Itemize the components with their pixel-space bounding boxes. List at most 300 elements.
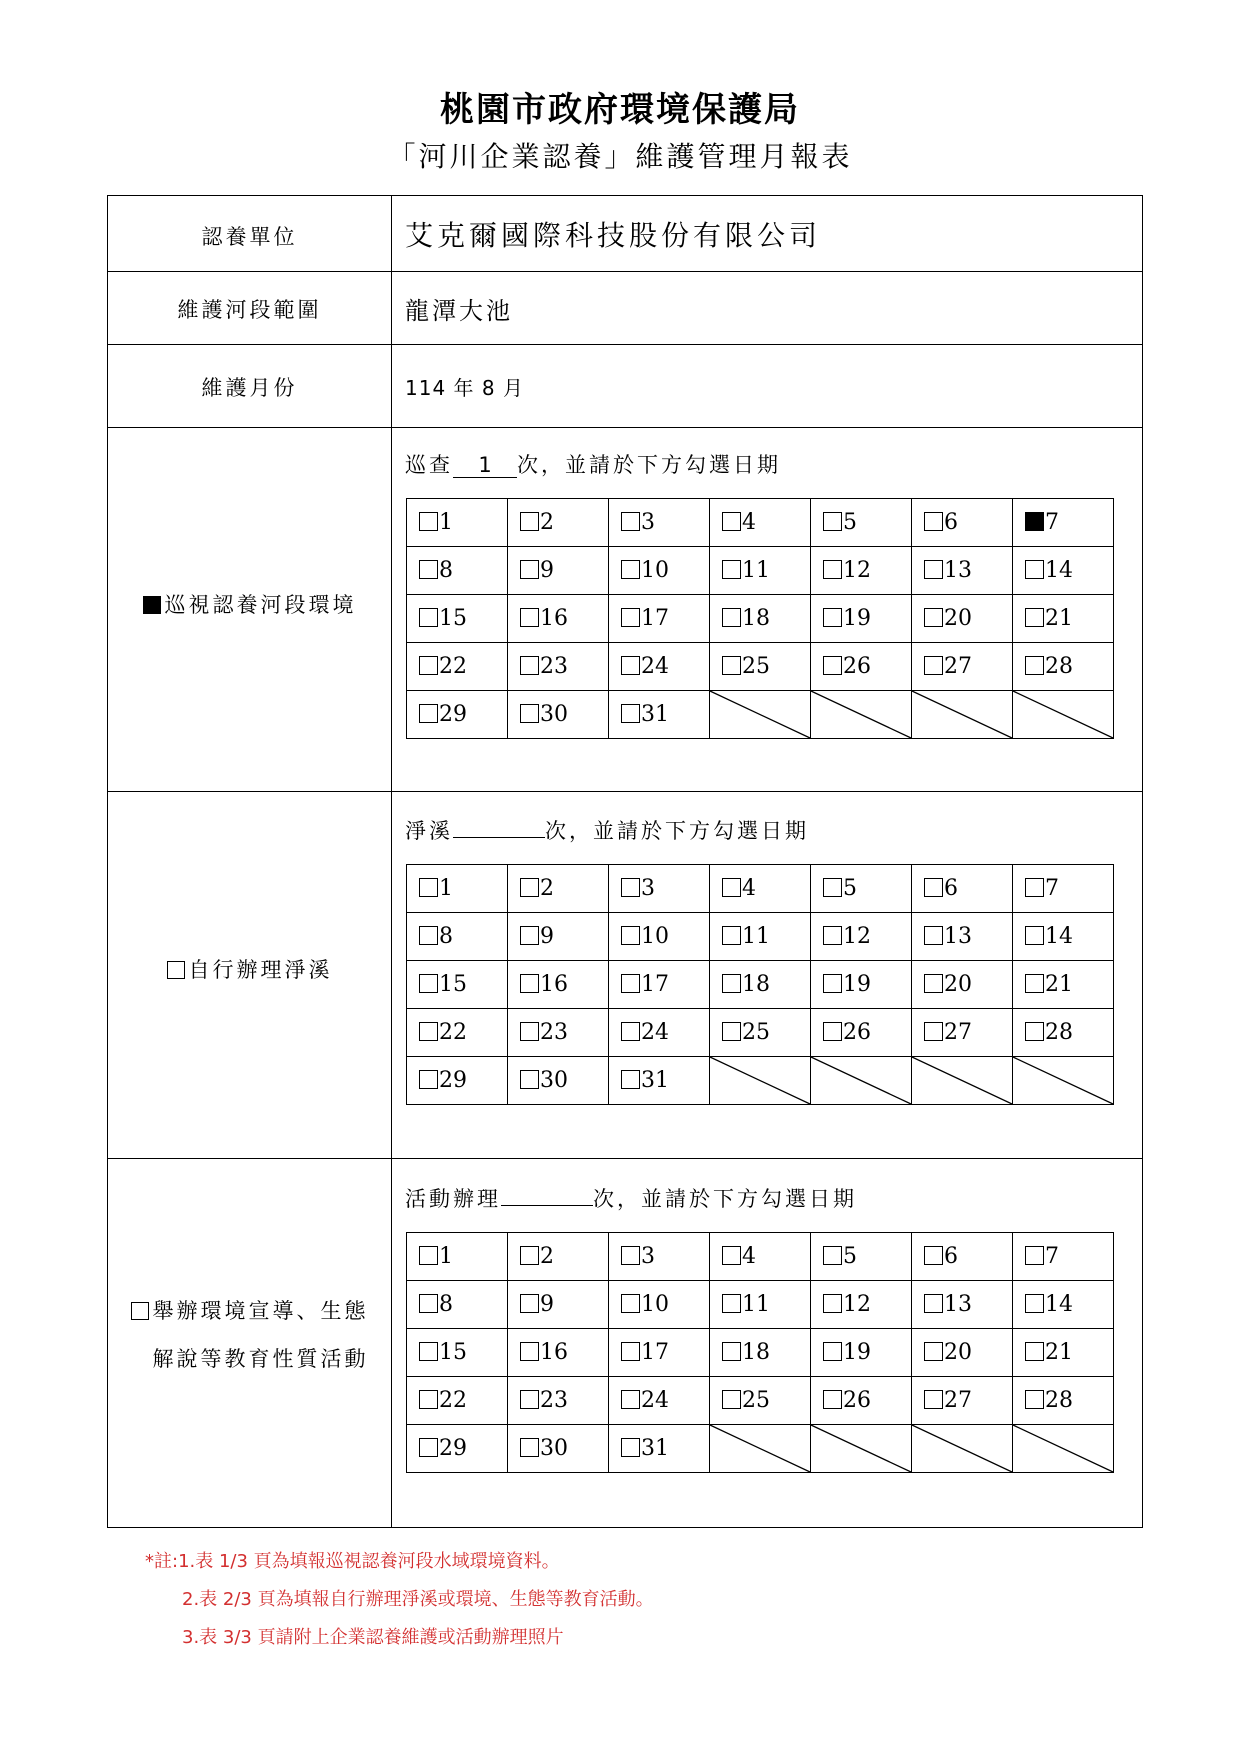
day-checkbox[interactable] <box>419 1070 438 1089</box>
day-checkbox[interactable] <box>823 1390 842 1409</box>
day-cell-17[interactable] <box>609 1329 710 1377</box>
day-number: 5 <box>843 1244 857 1269</box>
day-cell-25[interactable] <box>710 643 811 691</box>
day-checkbox[interactable] <box>722 1022 741 1041</box>
day-checkbox[interactable] <box>419 608 438 627</box>
day-cell-14[interactable] <box>1013 1281 1114 1329</box>
empty-day-cell <box>710 1057 811 1105</box>
day-grid-row <box>407 961 1114 1009</box>
day-checkbox[interactable] <box>823 878 842 897</box>
day-number: 12 <box>843 924 871 949</box>
day-number: 18 <box>742 606 770 631</box>
day-checkbox[interactable] <box>520 1022 539 1041</box>
row-divider <box>108 344 1142 345</box>
day-grid-row <box>407 1281 1114 1329</box>
day-cell-30[interactable] <box>508 1425 609 1473</box>
day-cell-26[interactable] <box>811 1009 912 1057</box>
day-cell-12[interactable] <box>811 547 912 595</box>
day-number: 20 <box>944 1340 972 1365</box>
day-cell-28[interactable] <box>1013 643 1114 691</box>
day-cell-7[interactable] <box>1013 1233 1114 1281</box>
empty-day-cell <box>811 1057 912 1105</box>
diagonal-slash <box>710 691 810 738</box>
day-cell-3[interactable] <box>609 499 710 547</box>
day-number: 7 <box>1045 876 1059 901</box>
day-checkbox[interactable] <box>419 1438 438 1457</box>
day-cell-6[interactable] <box>912 499 1013 547</box>
footnote-3: 3.表 3/3 頁請附上企業認養維護或活動辦理照片 <box>182 1627 564 1648</box>
day-cell-17[interactable] <box>609 595 710 643</box>
day-cell-1[interactable] <box>407 1233 508 1281</box>
day-cell-26[interactable] <box>811 643 912 691</box>
day-cell-20[interactable] <box>912 595 1013 643</box>
day-number: 21 <box>1045 606 1073 631</box>
day-cell-25[interactable] <box>710 1009 811 1057</box>
day-cell-26[interactable] <box>811 1377 912 1425</box>
day-checkbox[interactable] <box>621 1022 640 1041</box>
day-grid-row <box>407 691 1114 739</box>
day-checkbox[interactable] <box>520 1438 539 1457</box>
day-checkbox[interactable] <box>924 1246 943 1265</box>
day-cell-2[interactable] <box>508 865 609 913</box>
patrol-count-field[interactable]: 1 <box>453 453 517 478</box>
day-cell-5[interactable] <box>811 499 912 547</box>
day-number: 14 <box>1045 924 1073 949</box>
day-checkbox[interactable] <box>722 512 741 531</box>
day-number: 6 <box>944 510 958 535</box>
day-checkbox[interactable] <box>823 608 842 627</box>
day-cell-23[interactable] <box>508 1377 609 1425</box>
day-number: 1 <box>439 510 453 535</box>
day-checkbox[interactable] <box>419 1022 438 1041</box>
day-number: 27 <box>944 1020 972 1045</box>
day-cell-31[interactable] <box>609 691 710 739</box>
day-checkbox[interactable] <box>722 1294 741 1313</box>
day-checkbox[interactable] <box>520 560 539 579</box>
day-cell-4[interactable] <box>710 499 811 547</box>
day-number: 17 <box>641 972 669 997</box>
month-label: 維護月份 <box>201 376 298 400</box>
day-checkbox[interactable] <box>1025 926 1044 945</box>
footnote-2: 2.表 2/3 頁為填報自行辦理淨溪或環境、生態等教育活動。 <box>182 1589 654 1610</box>
day-checkbox[interactable] <box>722 878 741 897</box>
day-checkbox[interactable] <box>722 974 741 993</box>
day-checkbox[interactable] <box>419 656 438 675</box>
day-number: 17 <box>641 1340 669 1365</box>
day-checkbox[interactable] <box>924 1342 943 1361</box>
adopter-label: 認養單位 <box>201 225 298 249</box>
day-number: 9 <box>540 558 554 583</box>
day-cell-4[interactable] <box>710 865 811 913</box>
column-divider <box>391 196 392 1527</box>
day-checkbox[interactable] <box>621 560 640 579</box>
day-cell-13[interactable] <box>912 547 1013 595</box>
day-cell-13[interactable] <box>912 913 1013 961</box>
day-checkbox[interactable] <box>621 1342 640 1361</box>
day-checkbox[interactable] <box>520 1246 539 1265</box>
day-cell-22[interactable] <box>407 643 508 691</box>
day-checkbox[interactable] <box>924 974 943 993</box>
day-cell-10[interactable] <box>609 1281 710 1329</box>
day-cell-19[interactable] <box>811 595 912 643</box>
day-cell-6[interactable] <box>912 1233 1013 1281</box>
day-cell-16[interactable] <box>508 1329 609 1377</box>
day-checkbox[interactable] <box>621 512 640 531</box>
empty-day-cell <box>811 691 912 739</box>
day-checkbox[interactable] <box>924 512 943 531</box>
section-cleanup-day-grid <box>406 864 1114 1105</box>
day-grid-row <box>407 1329 1114 1377</box>
day-checkbox[interactable] <box>419 560 438 579</box>
day-number: 3 <box>641 1244 655 1269</box>
day-cell-22[interactable] <box>407 1377 508 1425</box>
day-grid-row <box>407 643 1114 691</box>
day-cell-5[interactable] <box>811 1233 912 1281</box>
day-checkbox[interactable] <box>1025 560 1044 579</box>
day-cell-27[interactable] <box>912 1377 1013 1425</box>
day-checkbox[interactable] <box>621 1246 640 1265</box>
day-number: 31 <box>641 1436 669 1461</box>
day-number: 9 <box>540 1292 554 1317</box>
month-value[interactable]: 114 年 8 月 <box>405 376 524 400</box>
day-cell-24[interactable] <box>609 1009 710 1057</box>
day-cell-24[interactable] <box>609 1377 710 1425</box>
day-checkbox[interactable] <box>823 1246 842 1265</box>
day-checkbox[interactable] <box>621 1070 640 1089</box>
row-divider <box>108 271 1142 272</box>
monthly-report-form <box>107 195 1143 1528</box>
day-cell-2[interactable] <box>508 1233 609 1281</box>
day-cell-18[interactable] <box>710 595 811 643</box>
day-number: 22 <box>439 1020 467 1045</box>
day-number: 16 <box>540 606 568 631</box>
day-checkbox[interactable] <box>1025 1022 1044 1041</box>
day-checkbox[interactable] <box>520 608 539 627</box>
day-cell-19[interactable] <box>811 1329 912 1377</box>
day-cell-28[interactable] <box>1013 1009 1114 1057</box>
day-checkbox[interactable] <box>722 1342 741 1361</box>
day-number: 31 <box>641 702 669 727</box>
section-patrol-label[interactable]: 巡視認養河段環境 <box>108 581 391 629</box>
day-grid-row <box>407 1425 1114 1473</box>
day-checkbox[interactable] <box>419 974 438 993</box>
day-number: 30 <box>540 1068 568 1093</box>
day-cell-23[interactable] <box>508 643 609 691</box>
section-activity-count: 活動辦理 次，並請於下方勾選日期 <box>405 1187 857 1211</box>
day-cell-29[interactable] <box>407 1057 508 1105</box>
day-grid-row <box>407 1057 1114 1105</box>
day-cell-10[interactable] <box>609 547 710 595</box>
day-checkbox[interactable] <box>621 1438 640 1457</box>
day-cell-25[interactable] <box>710 1377 811 1425</box>
day-number: 17 <box>641 606 669 631</box>
day-checkbox[interactable] <box>621 926 640 945</box>
day-checkbox[interactable] <box>722 608 741 627</box>
empty-day-cell <box>1013 1425 1114 1473</box>
day-cell-21[interactable] <box>1013 1329 1114 1377</box>
day-checkbox[interactable] <box>621 656 640 675</box>
day-number: 23 <box>540 1388 568 1413</box>
day-checkbox[interactable] <box>1025 1294 1044 1313</box>
day-cell-1[interactable] <box>407 499 508 547</box>
day-checkbox[interactable] <box>520 974 539 993</box>
day-checkbox[interactable] <box>823 1342 842 1361</box>
day-cell-31[interactable] <box>609 1425 710 1473</box>
day-grid-row <box>407 499 1114 547</box>
day-checkbox[interactable] <box>924 1294 943 1313</box>
day-checkbox[interactable] <box>823 560 842 579</box>
day-number: 14 <box>1045 558 1073 583</box>
day-cell-15[interactable] <box>407 595 508 643</box>
day-cell-20[interactable] <box>912 1329 1013 1377</box>
day-number: 25 <box>742 654 770 679</box>
day-number: 23 <box>540 654 568 679</box>
day-number: 29 <box>439 1068 467 1093</box>
day-cell-9[interactable] <box>508 1281 609 1329</box>
activity-count-field[interactable] <box>501 1205 593 1206</box>
day-checkbox[interactable] <box>621 878 640 897</box>
empty-day-cell <box>710 691 811 739</box>
day-checkbox[interactable] <box>621 1390 640 1409</box>
day-checkbox[interactable] <box>823 926 842 945</box>
day-cell-15[interactable] <box>407 1329 508 1377</box>
day-number: 13 <box>944 924 972 949</box>
day-number: 9 <box>540 924 554 949</box>
day-number: 15 <box>439 1340 467 1365</box>
day-checkbox[interactable] <box>924 1022 943 1041</box>
day-checkbox[interactable] <box>419 1390 438 1409</box>
section-patrol-day-grid <box>406 498 1114 739</box>
adopter-value[interactable]: 艾克爾國際科技股份有限公司 <box>405 219 822 252</box>
day-checkbox[interactable] <box>520 1390 539 1409</box>
day-number: 2 <box>540 1244 554 1269</box>
day-number: 11 <box>742 924 770 949</box>
day-cell-18[interactable] <box>710 1329 811 1377</box>
day-number: 27 <box>944 1388 972 1413</box>
section-activity-checkbox[interactable] <box>131 1302 149 1320</box>
section-patrol-checkbox[interactable] <box>143 596 161 614</box>
day-number: 13 <box>944 1292 972 1317</box>
day-cell-12[interactable] <box>811 1281 912 1329</box>
day-checkbox[interactable] <box>621 608 640 627</box>
day-cell-4[interactable] <box>710 1233 811 1281</box>
day-cell-10[interactable] <box>609 913 710 961</box>
day-checkbox[interactable] <box>520 926 539 945</box>
day-number: 1 <box>439 1244 453 1269</box>
day-number: 1 <box>439 876 453 901</box>
day-checkbox[interactable] <box>924 560 943 579</box>
day-number: 11 <box>742 1292 770 1317</box>
day-cell-11[interactable] <box>710 913 811 961</box>
day-cell-15[interactable] <box>407 961 508 1009</box>
day-number: 3 <box>641 510 655 535</box>
day-checkbox[interactable] <box>621 704 640 723</box>
day-number: 14 <box>1045 1292 1073 1317</box>
day-checkbox[interactable] <box>419 1342 438 1361</box>
day-checkbox[interactable] <box>924 608 943 627</box>
section-cleanup-label[interactable]: 自行辦理淨溪 <box>108 946 391 994</box>
day-checkbox[interactable] <box>520 1342 539 1361</box>
day-cell-7[interactable] <box>1013 865 1114 913</box>
section-activity-label[interactable]: 舉辦環境宣導、生態 解說等教育性質活動 <box>108 1287 391 1383</box>
day-checkbox[interactable] <box>823 974 842 993</box>
day-checkbox[interactable] <box>621 974 640 993</box>
day-cell-21[interactable] <box>1013 595 1114 643</box>
day-cell-14[interactable] <box>1013 547 1114 595</box>
day-number: 30 <box>540 1436 568 1461</box>
day-checkbox[interactable] <box>722 560 741 579</box>
day-cell-3[interactable] <box>609 1233 710 1281</box>
day-checkbox[interactable] <box>419 704 438 723</box>
day-cell-8[interactable] <box>407 913 508 961</box>
day-cell-11[interactable] <box>710 1281 811 1329</box>
day-cell-13[interactable] <box>912 1281 1013 1329</box>
day-checkbox[interactable] <box>419 1294 438 1313</box>
diagonal-slash <box>912 1057 1012 1104</box>
day-number: 20 <box>944 606 972 631</box>
day-checkbox[interactable] <box>520 1070 539 1089</box>
day-checkbox[interactable] <box>621 1294 640 1313</box>
day-checkbox[interactable] <box>722 1390 741 1409</box>
day-cell-1[interactable] <box>407 865 508 913</box>
day-checkbox[interactable] <box>419 926 438 945</box>
diagonal-slash <box>811 691 911 738</box>
empty-day-cell <box>1013 1057 1114 1105</box>
day-number: 4 <box>742 1244 756 1269</box>
day-number: 24 <box>641 1388 669 1413</box>
empty-day-cell <box>710 1425 811 1473</box>
day-cell-22[interactable] <box>407 1009 508 1057</box>
day-checkbox[interactable] <box>419 512 438 531</box>
section-activity-day-grid <box>406 1232 1114 1473</box>
day-cell-7[interactable] <box>1013 499 1114 547</box>
day-grid-row <box>407 1009 1114 1057</box>
day-cell-8[interactable] <box>407 1281 508 1329</box>
day-number: 26 <box>843 654 871 679</box>
day-number: 15 <box>439 972 467 997</box>
day-grid-row <box>407 1233 1114 1281</box>
day-checkbox[interactable] <box>722 1246 741 1265</box>
day-cell-12[interactable] <box>811 913 912 961</box>
day-checkbox[interactable] <box>924 1390 943 1409</box>
day-checkbox[interactable] <box>419 1246 438 1265</box>
row-divider <box>108 1158 1142 1159</box>
day-number: 26 <box>843 1388 871 1413</box>
day-checkbox[interactable] <box>823 1294 842 1313</box>
day-number: 20 <box>944 972 972 997</box>
day-number: 30 <box>540 702 568 727</box>
day-cell-28[interactable] <box>1013 1377 1114 1425</box>
day-number: 5 <box>843 876 857 901</box>
day-number: 6 <box>944 1244 958 1269</box>
day-checkbox[interactable] <box>1025 974 1044 993</box>
day-number: 4 <box>742 876 756 901</box>
day-cell-20[interactable] <box>912 961 1013 1009</box>
day-number: 24 <box>641 1020 669 1045</box>
day-checkbox[interactable] <box>1025 1342 1044 1361</box>
day-number: 22 <box>439 654 467 679</box>
day-cell-9[interactable] <box>508 547 609 595</box>
day-number: 12 <box>843 558 871 583</box>
day-cell-18[interactable] <box>710 961 811 1009</box>
day-cell-23[interactable] <box>508 1009 609 1057</box>
day-number: 2 <box>540 876 554 901</box>
day-checkbox[interactable] <box>924 878 943 897</box>
day-cell-24[interactable] <box>609 643 710 691</box>
day-checkbox[interactable] <box>722 656 741 675</box>
day-cell-29[interactable] <box>407 1425 508 1473</box>
day-cell-17[interactable] <box>609 961 710 1009</box>
day-cell-8[interactable] <box>407 547 508 595</box>
day-checkbox[interactable] <box>520 512 539 531</box>
day-number: 12 <box>843 1292 871 1317</box>
day-number: 13 <box>944 558 972 583</box>
day-number: 16 <box>540 972 568 997</box>
day-number: 19 <box>843 606 871 631</box>
day-checkbox[interactable] <box>1025 512 1044 531</box>
day-number: 22 <box>439 1388 467 1413</box>
day-checkbox[interactable] <box>1025 1246 1044 1265</box>
day-cell-2[interactable] <box>508 499 609 547</box>
day-cell-14[interactable] <box>1013 913 1114 961</box>
day-checkbox[interactable] <box>823 512 842 531</box>
day-cell-31[interactable] <box>609 1057 710 1105</box>
day-checkbox[interactable] <box>1025 1390 1044 1409</box>
river-range-label: 維護河段範圍 <box>177 298 322 322</box>
day-cell-3[interactable] <box>609 865 710 913</box>
day-checkbox[interactable] <box>722 926 741 945</box>
day-cell-16[interactable] <box>508 961 609 1009</box>
day-cell-30[interactable] <box>508 691 609 739</box>
day-cell-19[interactable] <box>811 961 912 1009</box>
day-checkbox[interactable] <box>924 926 943 945</box>
day-number: 2 <box>540 510 554 535</box>
day-checkbox[interactable] <box>1025 608 1044 627</box>
day-checkbox[interactable] <box>924 656 943 675</box>
day-number: 29 <box>439 702 467 727</box>
day-cell-9[interactable] <box>508 913 609 961</box>
day-checkbox[interactable] <box>823 656 842 675</box>
day-checkbox[interactable] <box>823 1022 842 1041</box>
day-checkbox[interactable] <box>520 656 539 675</box>
day-checkbox[interactable] <box>520 878 539 897</box>
day-cell-21[interactable] <box>1013 961 1114 1009</box>
row-divider <box>108 791 1142 792</box>
day-checkbox[interactable] <box>419 878 438 897</box>
day-cell-6[interactable] <box>912 865 1013 913</box>
day-checkbox[interactable] <box>1025 656 1044 675</box>
day-checkbox[interactable] <box>520 1294 539 1313</box>
river-range-value[interactable]: 龍潭大池 <box>405 297 513 325</box>
day-checkbox[interactable] <box>1025 878 1044 897</box>
day-cell-16[interactable] <box>508 595 609 643</box>
section-cleanup-checkbox[interactable] <box>167 961 185 979</box>
day-cell-29[interactable] <box>407 691 508 739</box>
day-cell-27[interactable] <box>912 1009 1013 1057</box>
cleanup-count-field[interactable] <box>453 837 545 838</box>
day-number: 29 <box>439 1436 467 1461</box>
day-checkbox[interactable] <box>520 704 539 723</box>
day-number: 7 <box>1045 1244 1059 1269</box>
day-cell-27[interactable] <box>912 643 1013 691</box>
day-cell-5[interactable] <box>811 865 912 913</box>
day-cell-30[interactable] <box>508 1057 609 1105</box>
empty-day-cell <box>811 1425 912 1473</box>
section-patrol-count: 巡查 1 次，並請於下方勾選日期 <box>405 453 781 477</box>
day-cell-11[interactable] <box>710 547 811 595</box>
day-number: 21 <box>1045 1340 1073 1365</box>
day-number: 3 <box>641 876 655 901</box>
